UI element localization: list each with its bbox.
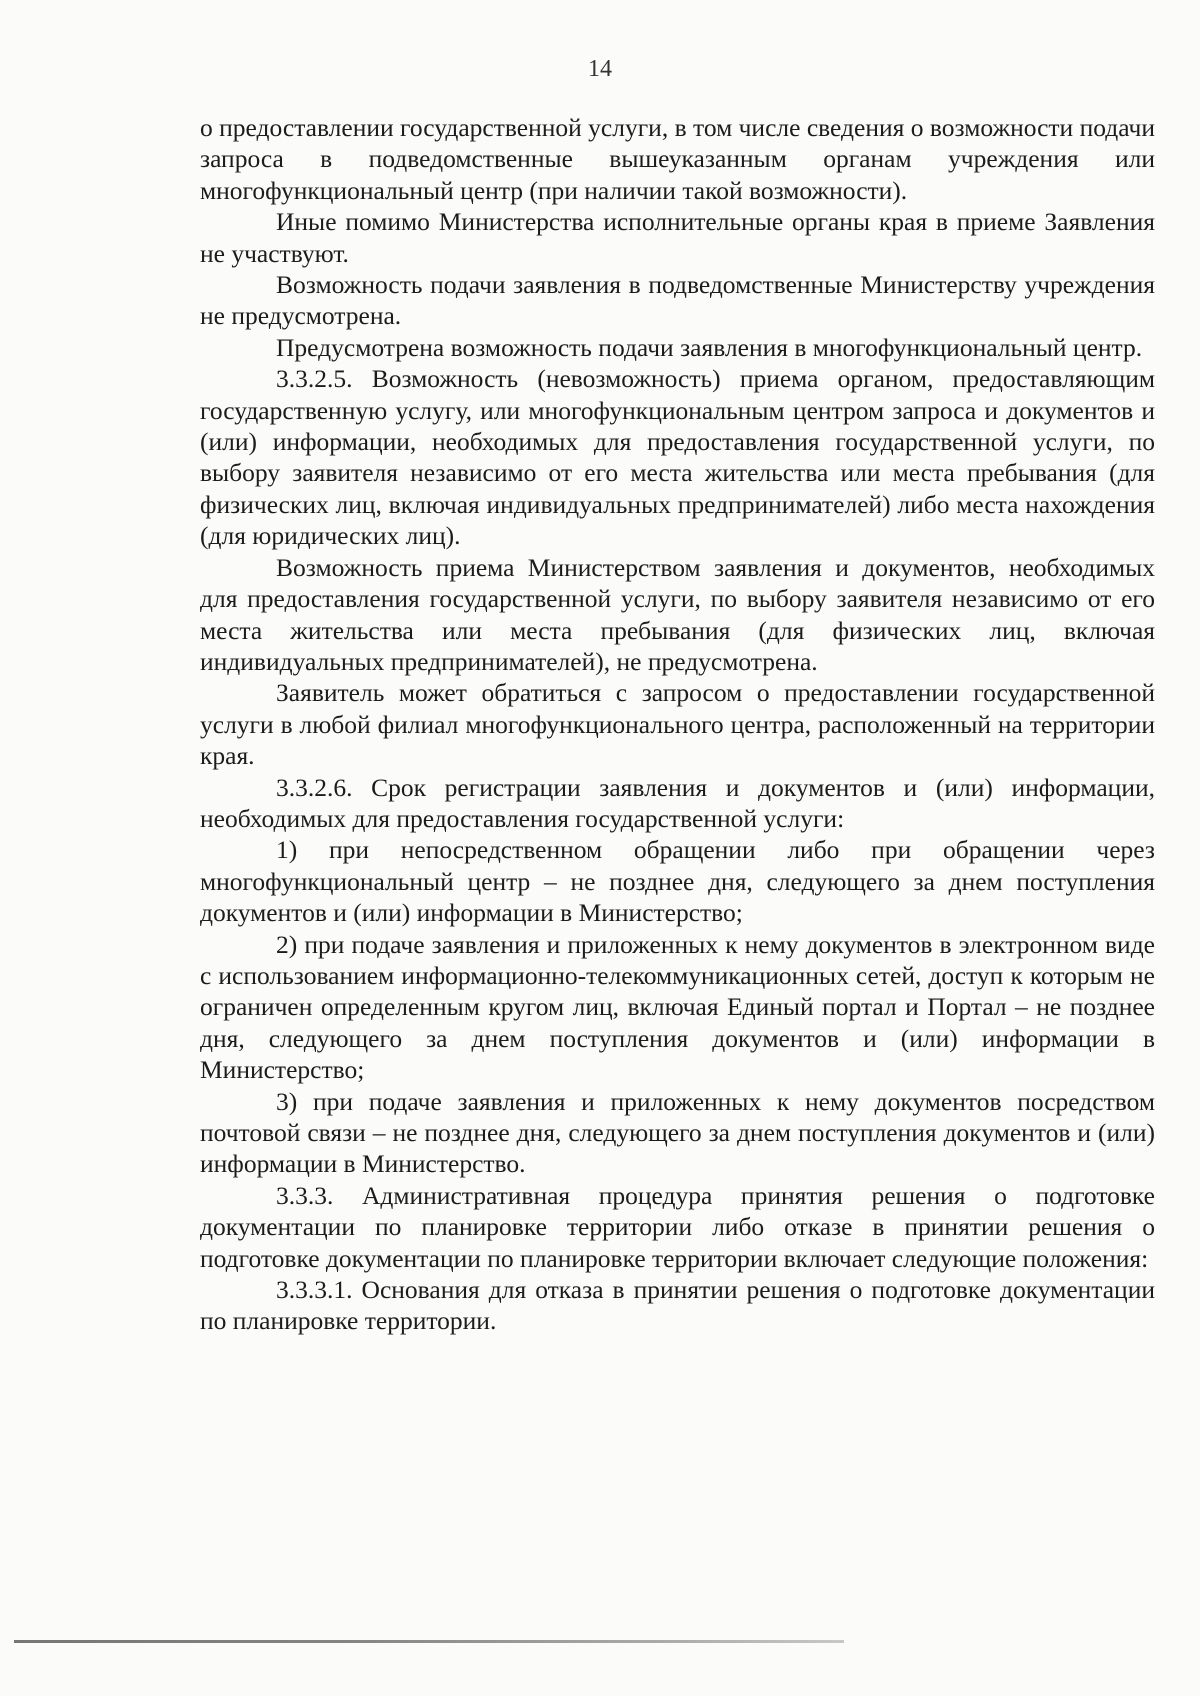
bottom-scan-line (14, 1640, 844, 1643)
list-item-1: 1) при непосредственном обращении либо при обращении через многофункциональный центр – не позднее дня, следующего за днем поступления документов и (или) информации в Министерство; (200, 835, 1155, 928)
list-item-2: 2) при подаче заявления и приложенных к нему документов в электронном виде с использованием информационно-телекоммуникационных сетей, доступ к которым не ограничен определенным кругом лиц, включая Единый портал и Портал – не позднее дня, следующего за днем поступления документов и (или) информации в Министерство; (200, 929, 1155, 1085)
page-number: 14 (588, 56, 612, 82)
paragraph-section-3-3-3: 3.3.3. Административная процедура принятия решения о подготовке документации по планировке территории либо отказе в принятии решения о подготовке документации по планировке территории включает следующие положения: (200, 1180, 1155, 1273)
paragraph: Предусмотрена возможность подачи заявления в многофункциональный центр. (276, 332, 1143, 362)
paragraph: о предоставлении государственной услуги, в том числе сведения о возможности подачи запроса в подведомственные вышеуказанным органам учреждения или многофункциональный центр (при наличии такой возможности). (200, 113, 1155, 205)
paragraph: Заявитель может обратиться с запросом о предоставлении государственной услуги в любой филиал многофункционального центра, расположенный на территории края. (200, 678, 1155, 771)
document-body (200, 112, 1155, 1337)
paragraph-section-3-3-2-5: 3.3.2.5. Возможность (невозможность) приема органом, предоставляющим государственную услугу, или многофункциональным центром запроса и документов и (или) информации, необходимых для предоставления государственной услуги, по выбору заявителя независимо от его места жительства или места пребывания (для физических лиц, включая индивидуальных предпринимателей) либо места нахождения (для юридических лиц). (200, 364, 1155, 551)
paragraph: Возможность приема Министерством заявления и документов, необходимых для предоставления государственной услуги, по выбору заявителя независимо от его места жительства или места пребывания (для физических лиц, включая индивидуальных предпринимателей), не предусмотрена. (200, 552, 1155, 676)
paragraph-section-3-3-2-6: 3.3.2.6. Срок регистрации заявления и документов и (или) информации, необходимых для предоставления государственной услуги: (200, 772, 1155, 833)
paragraph: Возможность подачи заявления в подведомственные Министерству учреждения не предусмотрена. (200, 270, 1155, 331)
paragraph-section-3-3-3-1: 3.3.3.1. Основания для отказа в принятии решения о подготовке документации по планировке территории. (200, 1275, 1155, 1336)
paragraph: Иные помимо Министерства исполнительные органы края в приеме Заявления не участвуют. (200, 207, 1155, 268)
list-item-3: 3) при подаче заявления и приложенных к нему документов посредством почтовой связи – не позднее дня, следующего за днем поступления документов и (или) информации в Министерство. (200, 1086, 1155, 1179)
